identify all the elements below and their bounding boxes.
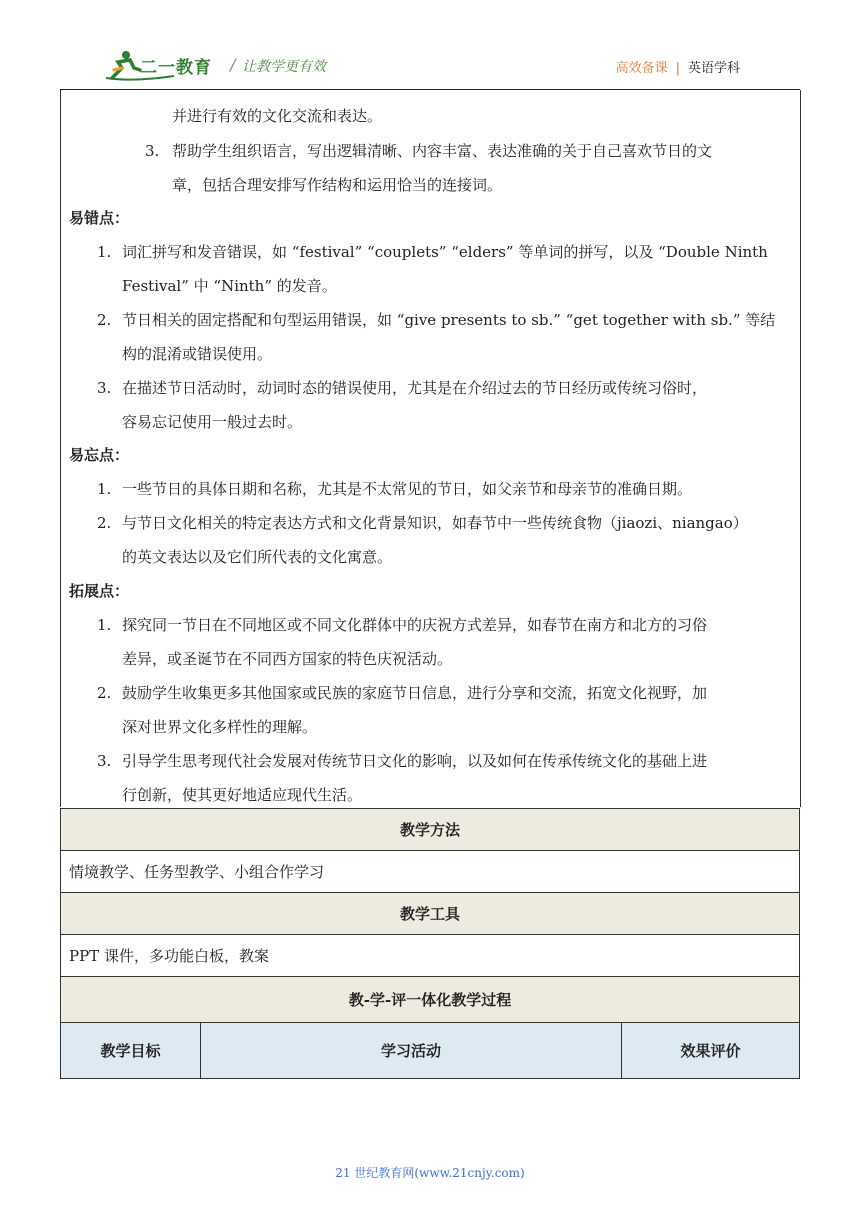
ext-2-line2: 深对世界文化多样性的理解。: [122, 718, 318, 736]
header-separator: /: [230, 55, 236, 74]
error-1-number: 1.: [97, 243, 112, 261]
teaching-method-header: 教学方法: [61, 809, 800, 851]
error-1-line1: 词汇拼写和发音错误，如 “festival” “couplets” “elders” 等单词的拼写，以及 “Double Ninth: [122, 243, 768, 261]
forget-2-line1: 与节日文化相关的特定表达方式和文化背景知识，如春节中一些传统食物（jiaozi、niangao）: [122, 514, 748, 532]
efficient-prep-label: 高效备课: [615, 61, 668, 76]
ext-1-number: 1.: [97, 616, 112, 634]
content-section: [60, 90, 801, 807]
error-1-line2: Festival” 中 “Ninth” 的发音。: [122, 277, 337, 295]
forget-points-title: 易忘点：: [69, 446, 130, 464]
forget-2-line2: 的英文表达以及它们所代表的文化寓意。: [122, 548, 393, 566]
ext-1-line2: 差异，或圣诞节在不同西方国家的特色庆祝活动。: [122, 650, 453, 668]
error-3-line1: 在描述节日活动时，动词时态的错误使用，尤其是在介绍过去的节日经历或传统习俗时，: [122, 379, 708, 397]
lesson-table: [60, 808, 800, 1079]
page-footer: 21 世纪教育网(www.21cnjy.com): [335, 1166, 525, 1180]
error-3-line2: 容易忘记使用一般过去时。: [122, 413, 303, 431]
teaching-tools-header: 教学工具: [61, 893, 800, 935]
slogan: 让教学更有效: [242, 59, 326, 75]
forget-1-number: 1.: [97, 480, 112, 498]
teaching-method-value: 情境教学、任务型教学、小组合作学习: [61, 851, 800, 893]
header-right: [616, 57, 740, 76]
teaching-tools-value: PPT 课件，多功能白板，教案: [61, 935, 800, 977]
objective-3-line1: 帮助学生组织语言，写出逻辑清晰、内容丰富、表达准确的关于自己喜欢节日的文: [172, 142, 713, 160]
error-points-title: 易错点：: [69, 209, 130, 227]
column-objective: 教学目标: [61, 1023, 201, 1079]
ext-3-number: 3.: [97, 752, 112, 770]
logo-text: 二一教育: [140, 58, 212, 78]
error-2-number: 2.: [97, 311, 112, 329]
header-divider: |: [675, 61, 680, 76]
objective-continuation: 并进行有效的文化交流和表达。: [172, 107, 383, 125]
objective-3-number: 3.: [145, 142, 160, 160]
forget-2-number: 2.: [97, 514, 112, 532]
ext-1-line1: 探究同一节日在不同地区或不同文化群体中的庆祝方式差异，如春节在南方和北方的习俗: [122, 616, 708, 634]
column-evaluation: 效果评价: [622, 1023, 800, 1079]
ext-3-line2: 行创新，使其更好地适应现代生活。: [122, 786, 363, 804]
extension-points-title: 拓展点：: [69, 582, 130, 600]
ext-3-line1: 引导学生思考现代社会发展对传统节日文化的影响，以及如何在传承传统文化的基础上进: [122, 752, 708, 770]
process-header: 教-学-评一体化教学过程: [61, 977, 800, 1023]
ext-2-line1: 鼓励学生收集更多其他国家或民族的家庭节日信息，进行分享和交流，拓宽文化视野，加: [122, 684, 708, 702]
column-activity: 学习活动: [201, 1023, 622, 1079]
error-3-number: 3.: [97, 379, 112, 397]
subject-label: 英语学科: [687, 61, 740, 76]
ext-2-number: 2.: [97, 684, 112, 702]
page-header: [60, 40, 800, 90]
error-2-line2: 构的混淆或错误使用。: [122, 345, 273, 363]
objective-3-line2: 章，包括合理安排写作结构和运用恰当的连接词。: [172, 176, 503, 194]
forget-1-line1: 一些节日的具体日期和名称，尤其是不太常见的节日，如父亲节和母亲节的准确日期。: [122, 480, 693, 498]
error-2-line1: 节日相关的固定搭配和句型运用错误，如 “give presents to sb.” “get together with sb.” 等结: [122, 311, 776, 329]
